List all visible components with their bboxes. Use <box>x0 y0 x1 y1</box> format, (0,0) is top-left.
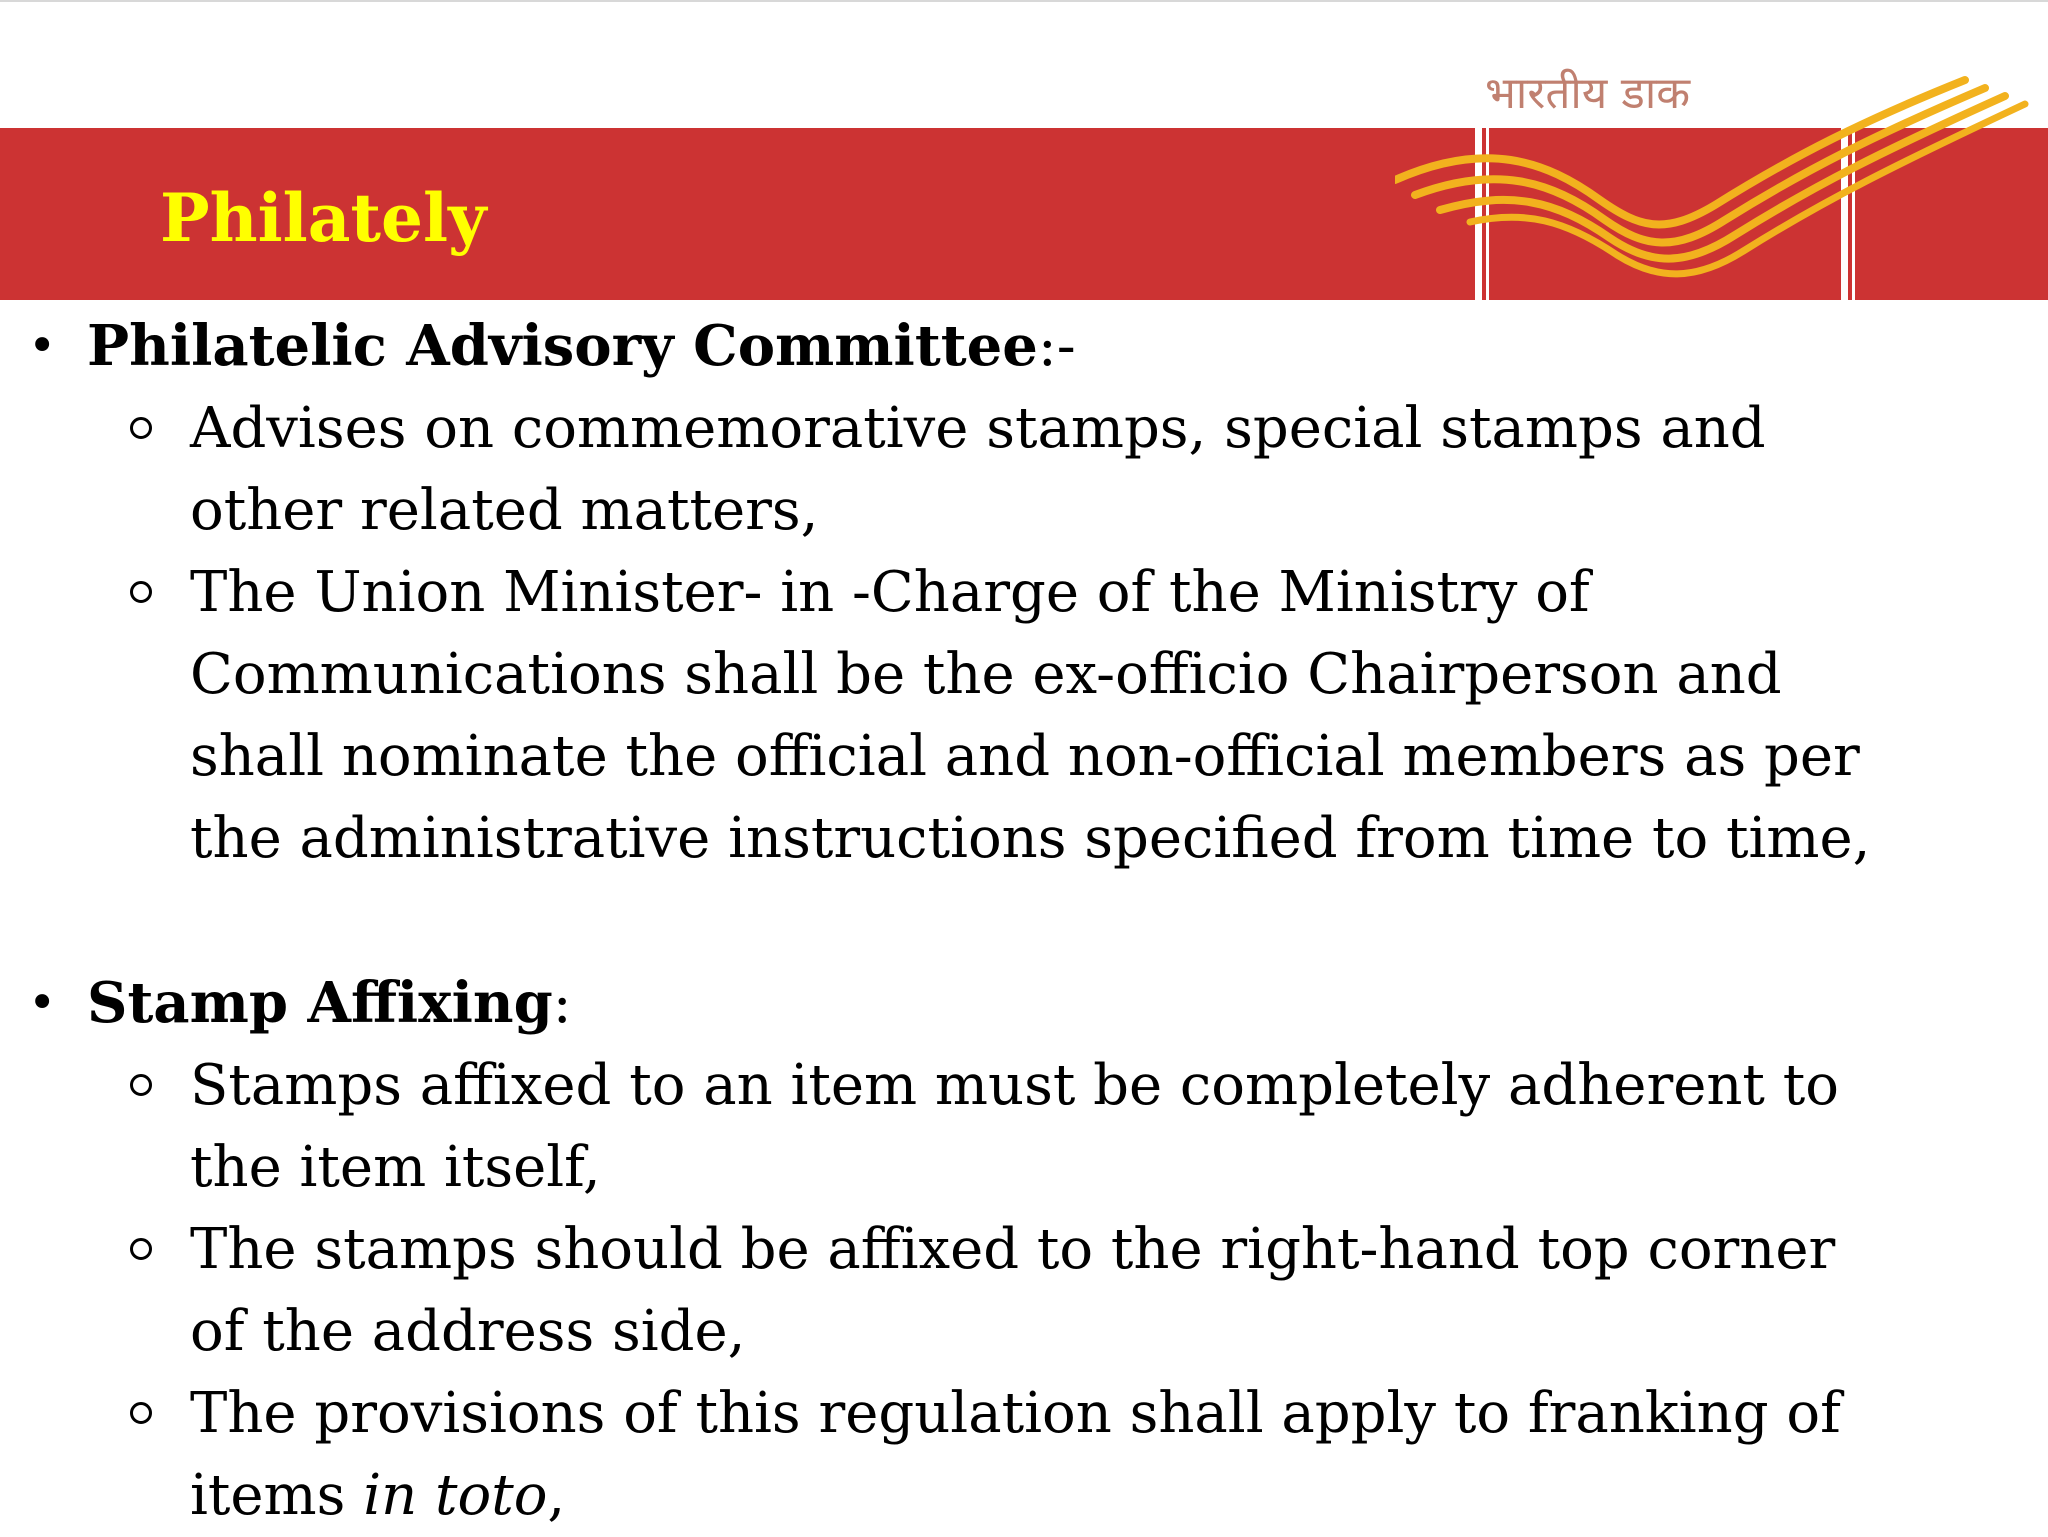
section-stamp-affixing <box>0 962 2048 1537</box>
heading-suffix: :- <box>1037 314 1076 379</box>
italic-phrase: in toto <box>363 1463 548 1528</box>
hollow-circle-icon <box>130 1238 152 1260</box>
line-suffix: , <box>547 1463 566 1528</box>
hollow-circle-icon <box>130 1402 152 1424</box>
sub-bullet-line: the item itself, <box>190 1135 601 1200</box>
sub-bullet-line: of the address side, <box>190 1299 746 1364</box>
bullet-heading <box>0 305 2048 388</box>
sub-bullet-line: other related matters, <box>190 478 819 543</box>
sub-bullet-line: The stamps should be affixed to the right-hand top corner <box>190 1217 1836 1282</box>
bullet-dot-icon: • <box>28 318 57 374</box>
sub-bullet <box>0 1209 2048 1373</box>
sub-bullet-line: The Union Minister- in -Charge of the Ministry of <box>190 560 1590 625</box>
slide-title: Philately <box>160 179 487 257</box>
hollow-circle-icon <box>130 581 152 603</box>
hollow-circle-icon <box>130 1074 152 1096</box>
sub-bullet <box>0 1045 2048 1209</box>
sub-bullet <box>0 388 2048 552</box>
section-philatelic-advisory-committee <box>0 305 2048 880</box>
heading-suffix: : <box>552 971 572 1036</box>
bullet-heading <box>0 962 2048 1045</box>
logo-text: भारतीय डाक <box>1485 68 1691 119</box>
section-heading: Philatelic Advisory Committee <box>87 313 1038 379</box>
section-heading: Stamp Affixing <box>87 970 553 1036</box>
sub-bullet-line: Communications shall be the ex-officio Chairperson and <box>190 642 1782 707</box>
hollow-circle-icon <box>130 417 152 439</box>
india-post-logo-icon <box>1395 60 2048 305</box>
slide-content <box>0 305 2048 1537</box>
sub-bullet-line-last <box>190 1455 2048 1537</box>
sub-bullet <box>0 552 2048 880</box>
sub-bullet-line: Advises on commemorative stamps, special stamps and <box>190 396 1766 461</box>
top-border <box>0 0 2048 2</box>
sub-bullet-line: shall nominate the official and non-official members as per <box>190 724 1860 789</box>
sub-bullet-line: the administrative instructions specified from time to time, <box>190 806 1871 871</box>
sub-bullet-line: Stamps affixed to an item must be completely adherent to <box>190 1053 1839 1118</box>
sub-bullet <box>0 1373 2048 1537</box>
bullet-dot-icon: • <box>28 975 57 1031</box>
sub-bullet-line: The provisions of this regulation shall apply to franking of <box>190 1381 1841 1446</box>
line-prefix: items <box>190 1463 364 1528</box>
section-spacer <box>0 880 2048 962</box>
